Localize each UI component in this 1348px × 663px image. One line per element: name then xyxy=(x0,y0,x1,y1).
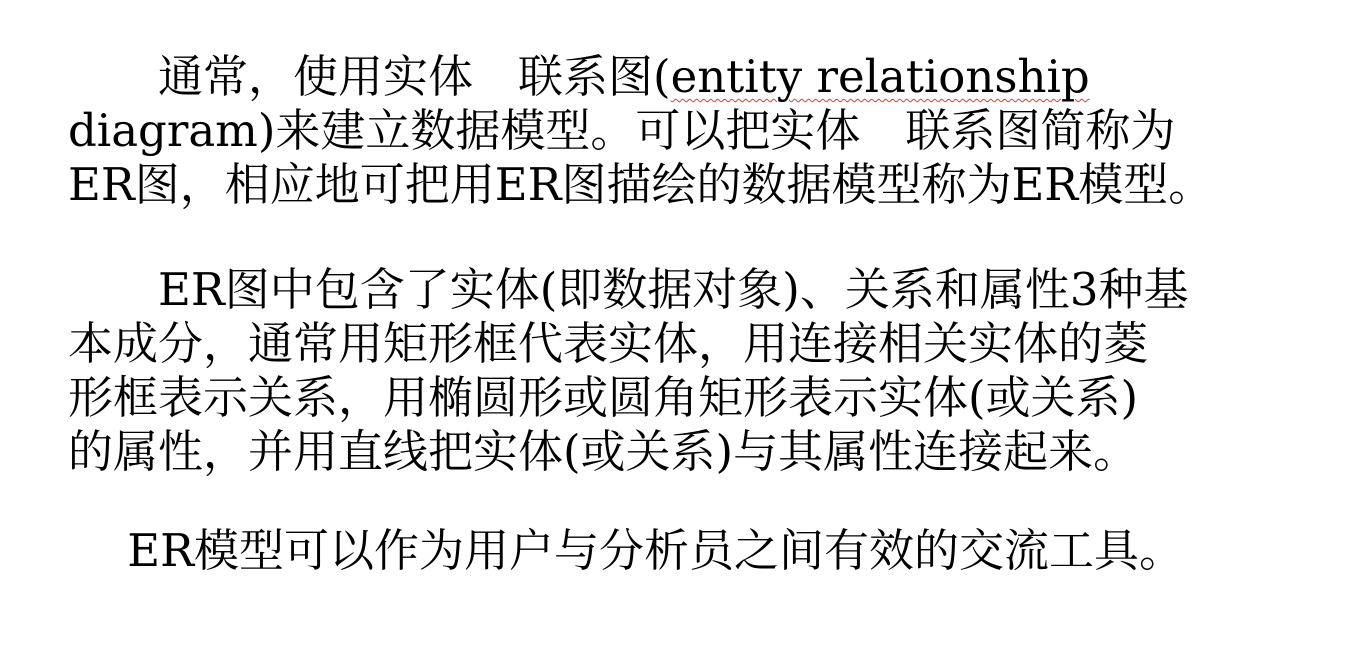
text-line: 本成分，通常用矩形框代表实体，用连接相关实体的菱 xyxy=(68,317,1149,370)
text-line: 的属性，并用直线把实体(或关系)与其属性连接起来。 xyxy=(68,425,1139,478)
text-line: diagram)来建立数据模型。可以把实体 联系图简称为 xyxy=(68,104,1176,157)
paragraph-er-components xyxy=(68,263,1238,479)
paragraph-er-diagram-definition xyxy=(68,50,1238,212)
text-line: ER图，相应地可把用ER图描绘的数据模型称为ER模型。 xyxy=(68,158,1214,211)
paragraph-er-model-usage xyxy=(68,524,1238,578)
spellcheck-flagged-text[interactable]: entity relationship xyxy=(670,50,1090,103)
text-line: ER模型可以作为用户与分析员之间有效的交流工具。 xyxy=(68,524,1185,577)
text-line: 形框表示关系，用椭圆形或圆角矩形表示实体(或关系) xyxy=(68,371,1139,424)
text-line xyxy=(68,50,1238,104)
text-segment: 通常，使用实体 联系图( xyxy=(68,50,671,103)
text-line: ER图中包含了实体(即数据对象)、关系和属性3种基 xyxy=(68,263,1189,316)
